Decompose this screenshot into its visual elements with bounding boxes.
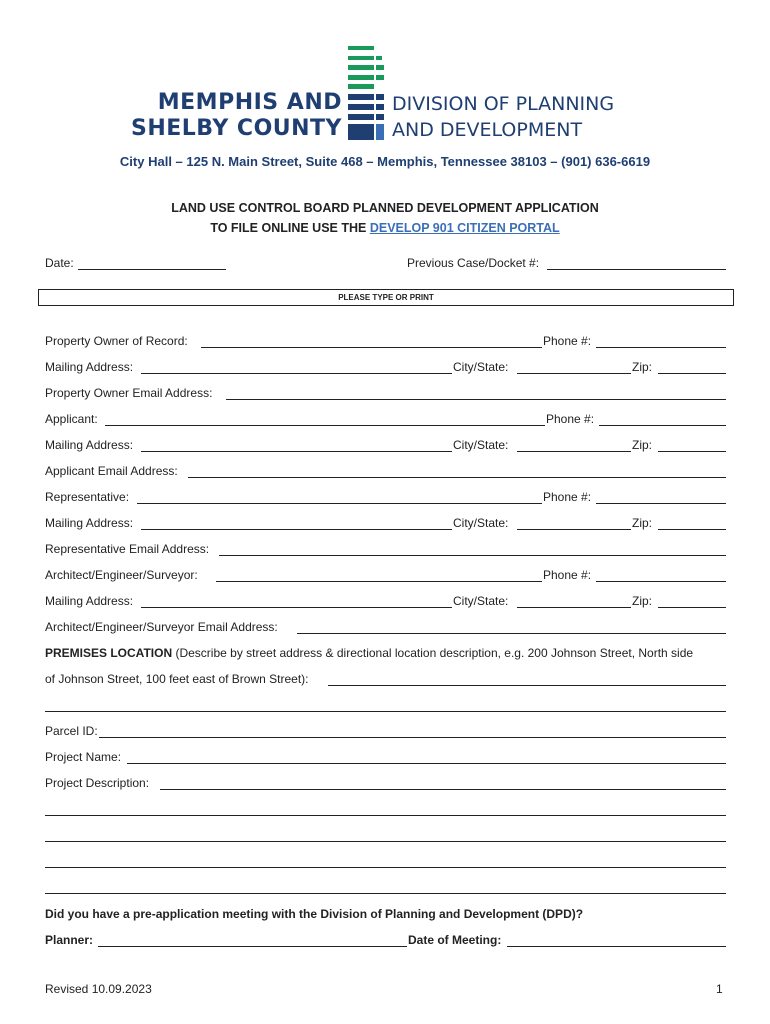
citizen-portal-link[interactable]: DEVELOP 901 CITIZEN PORTAL [369, 221, 560, 235]
premises-description [45, 646, 693, 660]
property-owner-label: Property Owner of Record: [45, 334, 188, 348]
premises-field[interactable] [328, 685, 726, 686]
meeting-date-label: Date of Meeting: [408, 933, 502, 947]
parcel-row [45, 724, 726, 740]
property-owner-phone-label: Phone #: [543, 334, 592, 348]
premises-line2-label: of Johnson Street, 100 feet east of Brown Street): [45, 672, 309, 686]
applicant-email-row [45, 464, 726, 480]
owner-city-field[interactable] [517, 373, 631, 374]
property-owner-field[interactable] [201, 347, 542, 348]
representative-email-field[interactable] [219, 555, 726, 556]
architect-phone-field[interactable] [596, 581, 726, 582]
applicant-mailing-label: Mailing Address: [45, 438, 134, 452]
parcel-id-label: Parcel ID: [45, 724, 98, 738]
premises-row [45, 646, 726, 662]
architect-email-row [45, 620, 726, 636]
representative-mailing-label: Mailing Address: [45, 516, 134, 530]
applicant-phone-label: Phone #: [546, 412, 595, 426]
representative-zip-label: Zip: [632, 516, 653, 530]
owner-zip-field[interactable] [658, 373, 726, 374]
meeting-date-field[interactable] [507, 946, 726, 947]
representative-row [45, 490, 726, 506]
owner-email-label: Property Owner Email Address: [45, 386, 213, 400]
architect-phone-label: Phone #: [543, 568, 592, 582]
architect-email-label: Architect/Engineer/Surveyor Email Address: [45, 620, 278, 634]
representative-zip-field[interactable] [658, 529, 726, 530]
applicant-row [45, 412, 726, 428]
architect-label: Architect/Engineer/Surveyor: [45, 568, 198, 582]
preapp-question: Did you have a pre-application meeting with the Division of Planning and Development (DPD)? [45, 907, 584, 921]
representative-city-field[interactable] [517, 529, 631, 530]
applicant-mailing-field[interactable] [141, 451, 452, 452]
project-description-line-4 [45, 854, 726, 870]
date-field[interactable] [78, 269, 226, 270]
applicant-label: Applicant: [45, 412, 98, 426]
project-description-line-5 [45, 880, 726, 896]
architect-city-label: City/State: [453, 594, 509, 608]
architect-zip-label: Zip: [632, 594, 653, 608]
applicant-phone-field[interactable] [599, 425, 726, 426]
planner-field[interactable] [98, 946, 407, 947]
project-name-row [45, 750, 726, 766]
form-title: LAND USE CONTROL BOARD PLANNED DEVELOPMENT APPLICATION [171, 201, 599, 215]
architect-city-field[interactable] [517, 607, 631, 608]
preapp-row [45, 907, 726, 923]
representative-city-label: City/State: [453, 516, 509, 530]
premises-extra-field[interactable] [45, 711, 726, 712]
property-owner-phone-field[interactable] [596, 347, 726, 348]
architect-mailing-label: Mailing Address: [45, 594, 134, 608]
owner-mailing-row [45, 360, 726, 376]
applicant-mailing-row [45, 438, 726, 454]
project-description-line-2 [45, 802, 726, 818]
owner-email-row [45, 386, 726, 402]
header-fields-row [45, 256, 726, 272]
representative-mailing-field[interactable] [141, 529, 452, 530]
print-notice: PLEASE TYPE OR PRINT [38, 289, 734, 306]
owner-mailing-field[interactable] [141, 373, 452, 374]
planner-label: Planner: [45, 933, 94, 947]
premises-instructions: (Describe by street address & directional location description, e.g. 200 Johnson Street, North side [172, 646, 694, 660]
planner-row [45, 933, 726, 949]
logo-line-development: AND DEVELOPMENT [392, 119, 583, 141]
project-description-field-5[interactable] [45, 893, 726, 894]
representative-phone-field[interactable] [596, 503, 726, 504]
project-description-label: Project Description: [45, 776, 150, 790]
revision-date: Revised 10.09.2023 [45, 982, 152, 996]
representative-label: Representative: [45, 490, 130, 504]
architect-zip-field[interactable] [658, 607, 726, 608]
project-description-field-4[interactable] [45, 867, 726, 868]
architect-mailing-field[interactable] [141, 607, 452, 608]
representative-email-row [45, 542, 726, 558]
previous-case-field[interactable] [547, 269, 726, 270]
applicant-city-field[interactable] [517, 451, 631, 452]
page-number: 1 [716, 982, 723, 996]
premises-line2-row [45, 672, 726, 688]
owner-email-field[interactable] [226, 399, 726, 400]
architect-field[interactable] [216, 581, 542, 582]
representative-field[interactable] [137, 503, 542, 504]
representative-email-label: Representative Email Address: [45, 542, 210, 556]
applicant-zip-field[interactable] [658, 451, 726, 452]
logo-bars-icon [344, 44, 388, 144]
project-description-field[interactable] [160, 789, 726, 790]
parcel-id-field[interactable] [99, 737, 726, 738]
previous-case-label: Previous Case/Docket #: [407, 256, 540, 270]
applicant-city-label: City/State: [453, 438, 509, 452]
project-description-field-2[interactable] [45, 815, 726, 816]
project-name-field[interactable] [127, 763, 726, 764]
architect-email-field[interactable] [297, 633, 726, 634]
project-description-line-3 [45, 828, 726, 844]
applicant-email-label: Applicant Email Address: [45, 464, 178, 478]
form-subtitle [0, 221, 770, 235]
owner-zip-label: Zip: [632, 360, 653, 374]
applicant-zip-label: Zip: [632, 438, 653, 452]
architect-mailing-row [45, 594, 726, 610]
premises-extra-row [45, 698, 726, 714]
office-address: City Hall – 125 N. Main Street, Suite 468 – Memphis, Tennessee 38103 – (901) 636-6619 [119, 154, 651, 169]
architect-row [45, 568, 726, 584]
applicant-email-field[interactable] [188, 477, 726, 478]
subtitle-prefix: TO FILE ONLINE USE THE [210, 221, 370, 235]
owner-mailing-label: Mailing Address: [45, 360, 134, 374]
premises-heading: PREMISES LOCATION [45, 646, 173, 660]
date-label: Date: [45, 256, 74, 270]
project-description-field-3[interactable] [45, 841, 726, 842]
logo-line-memphis: MEMPHIS AND [157, 90, 342, 115]
representative-mailing-row [45, 516, 726, 532]
applicant-field[interactable] [105, 425, 545, 426]
project-name-label: Project Name: [45, 750, 122, 764]
logo-line-shelby: SHELBY COUNTY [130, 116, 342, 141]
logo-line-division: DIVISION OF PLANNING [392, 93, 615, 115]
representative-phone-label: Phone #: [543, 490, 592, 504]
project-description-row [45, 776, 726, 792]
property-owner-row [45, 334, 726, 350]
owner-city-label: City/State: [453, 360, 509, 374]
